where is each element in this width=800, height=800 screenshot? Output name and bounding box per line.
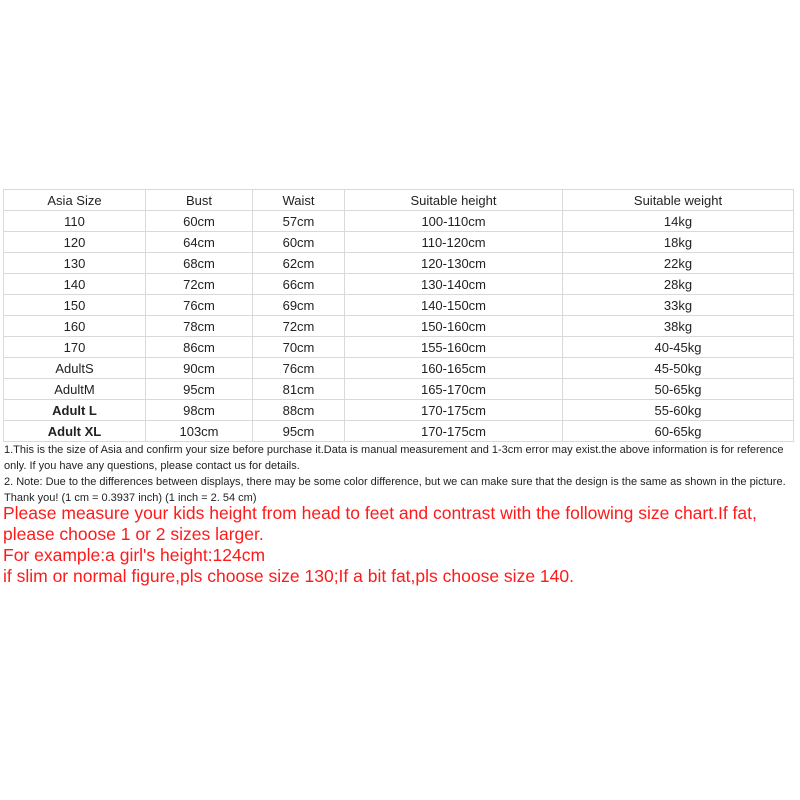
- cell-bust: 95cm: [146, 379, 253, 400]
- cell-suitable-height: 110-120cm: [345, 232, 563, 253]
- cell-waist: 72cm: [253, 316, 345, 337]
- header-suitable-weight: Suitable weight: [563, 190, 794, 211]
- cell-asia-size: Adult L: [4, 400, 146, 421]
- size-chart-table: [3, 189, 794, 442]
- header-suitable-height: Suitable height: [345, 190, 563, 211]
- cell-suitable-weight: 50-65kg: [563, 379, 794, 400]
- cell-suitable-weight: 38kg: [563, 316, 794, 337]
- cell-bust: 103cm: [146, 421, 253, 442]
- advice-size-recommendation: if slim or normal figure,pls choose size 130;If a bit fat,pls choose size 140.: [3, 566, 574, 586]
- header-waist: Waist: [253, 190, 345, 211]
- measurement-advice: [3, 503, 793, 587]
- advice-example-height: For example:a girl's height:124cm: [3, 545, 266, 565]
- table-row: [4, 295, 794, 316]
- cell-asia-size: 160: [4, 316, 146, 337]
- cell-suitable-weight: 18kg: [563, 232, 794, 253]
- cell-waist: 95cm: [253, 421, 345, 442]
- table-row: [4, 358, 794, 379]
- cell-suitable-weight: 55-60kg: [563, 400, 794, 421]
- table-row: [4, 232, 794, 253]
- cell-suitable-weight: 33kg: [563, 295, 794, 316]
- cell-suitable-height: 130-140cm: [345, 274, 563, 295]
- size-chart-body: [4, 211, 794, 442]
- cell-suitable-weight: 60-65kg: [563, 421, 794, 442]
- cell-asia-size: 130: [4, 253, 146, 274]
- note-display-color-difference: 2. Note: Due to the differences between displays, there may be some color difference, but we can make sure that the design is the same as shown in the picture. Thank you! (1 cm = 0.3937 inch) (1 inch = 2. 54 cm): [4, 476, 786, 504]
- cell-waist: 76cm: [253, 358, 345, 379]
- cell-waist: 81cm: [253, 379, 345, 400]
- cell-waist: 88cm: [253, 400, 345, 421]
- cell-suitable-height: 140-150cm: [345, 295, 563, 316]
- cell-suitable-weight: 45-50kg: [563, 358, 794, 379]
- cell-asia-size: 110: [4, 211, 146, 232]
- cell-bust: 72cm: [146, 274, 253, 295]
- cell-bust: 64cm: [146, 232, 253, 253]
- cell-asia-size: AdultM: [4, 379, 146, 400]
- cell-asia-size: AdultS: [4, 358, 146, 379]
- cell-suitable-height: 155-160cm: [345, 337, 563, 358]
- cell-suitable-weight: 40-45kg: [563, 337, 794, 358]
- cell-suitable-height: 120-130cm: [345, 253, 563, 274]
- cell-suitable-height: 170-175cm: [345, 421, 563, 442]
- cell-bust: 78cm: [146, 316, 253, 337]
- header-bust: Bust: [146, 190, 253, 211]
- cell-bust: 76cm: [146, 295, 253, 316]
- cell-suitable-height: 170-175cm: [345, 400, 563, 421]
- cell-asia-size: 150: [4, 295, 146, 316]
- cell-bust: 68cm: [146, 253, 253, 274]
- cell-suitable-weight: 28kg: [563, 274, 794, 295]
- table-row: [4, 400, 794, 421]
- size-notes: [4, 442, 790, 506]
- cell-bust: 60cm: [146, 211, 253, 232]
- table-row: [4, 337, 794, 358]
- cell-suitable-height: 150-160cm: [345, 316, 563, 337]
- cell-suitable-weight: 22kg: [563, 253, 794, 274]
- table-row: [4, 211, 794, 232]
- header-asia-size: Asia Size: [4, 190, 146, 211]
- table-row: [4, 379, 794, 400]
- cell-bust: 98cm: [146, 400, 253, 421]
- table-row: [4, 421, 794, 442]
- cell-waist: 57cm: [253, 211, 345, 232]
- note-asia-size-disclaimer: 1.This is the size of Asia and confirm your size before purchase it.Data is manual measurement and 1-3cm error may exist.the above information is for reference only. If you have any questions, please contact us for details.: [4, 444, 784, 472]
- cell-waist: 69cm: [253, 295, 345, 316]
- table-row: [4, 316, 794, 337]
- cell-bust: 86cm: [146, 337, 253, 358]
- cell-asia-size: 140: [4, 274, 146, 295]
- advice-measure-height: Please measure your kids height from head to feet and contrast with the following size chart.If fat, please choose 1 or 2 sizes larger.: [3, 503, 757, 544]
- cell-asia-size: 170: [4, 337, 146, 358]
- cell-bust: 90cm: [146, 358, 253, 379]
- cell-asia-size: 120: [4, 232, 146, 253]
- cell-waist: 66cm: [253, 274, 345, 295]
- cell-suitable-weight: 14kg: [563, 211, 794, 232]
- cell-suitable-height: 165-170cm: [345, 379, 563, 400]
- table-row: [4, 274, 794, 295]
- cell-asia-size: Adult XL: [4, 421, 146, 442]
- cell-waist: 60cm: [253, 232, 345, 253]
- cell-suitable-height: 100-110cm: [345, 211, 563, 232]
- cell-waist: 62cm: [253, 253, 345, 274]
- cell-suitable-height: 160-165cm: [345, 358, 563, 379]
- size-chart-header-row: [4, 190, 794, 211]
- table-row: [4, 253, 794, 274]
- cell-waist: 70cm: [253, 337, 345, 358]
